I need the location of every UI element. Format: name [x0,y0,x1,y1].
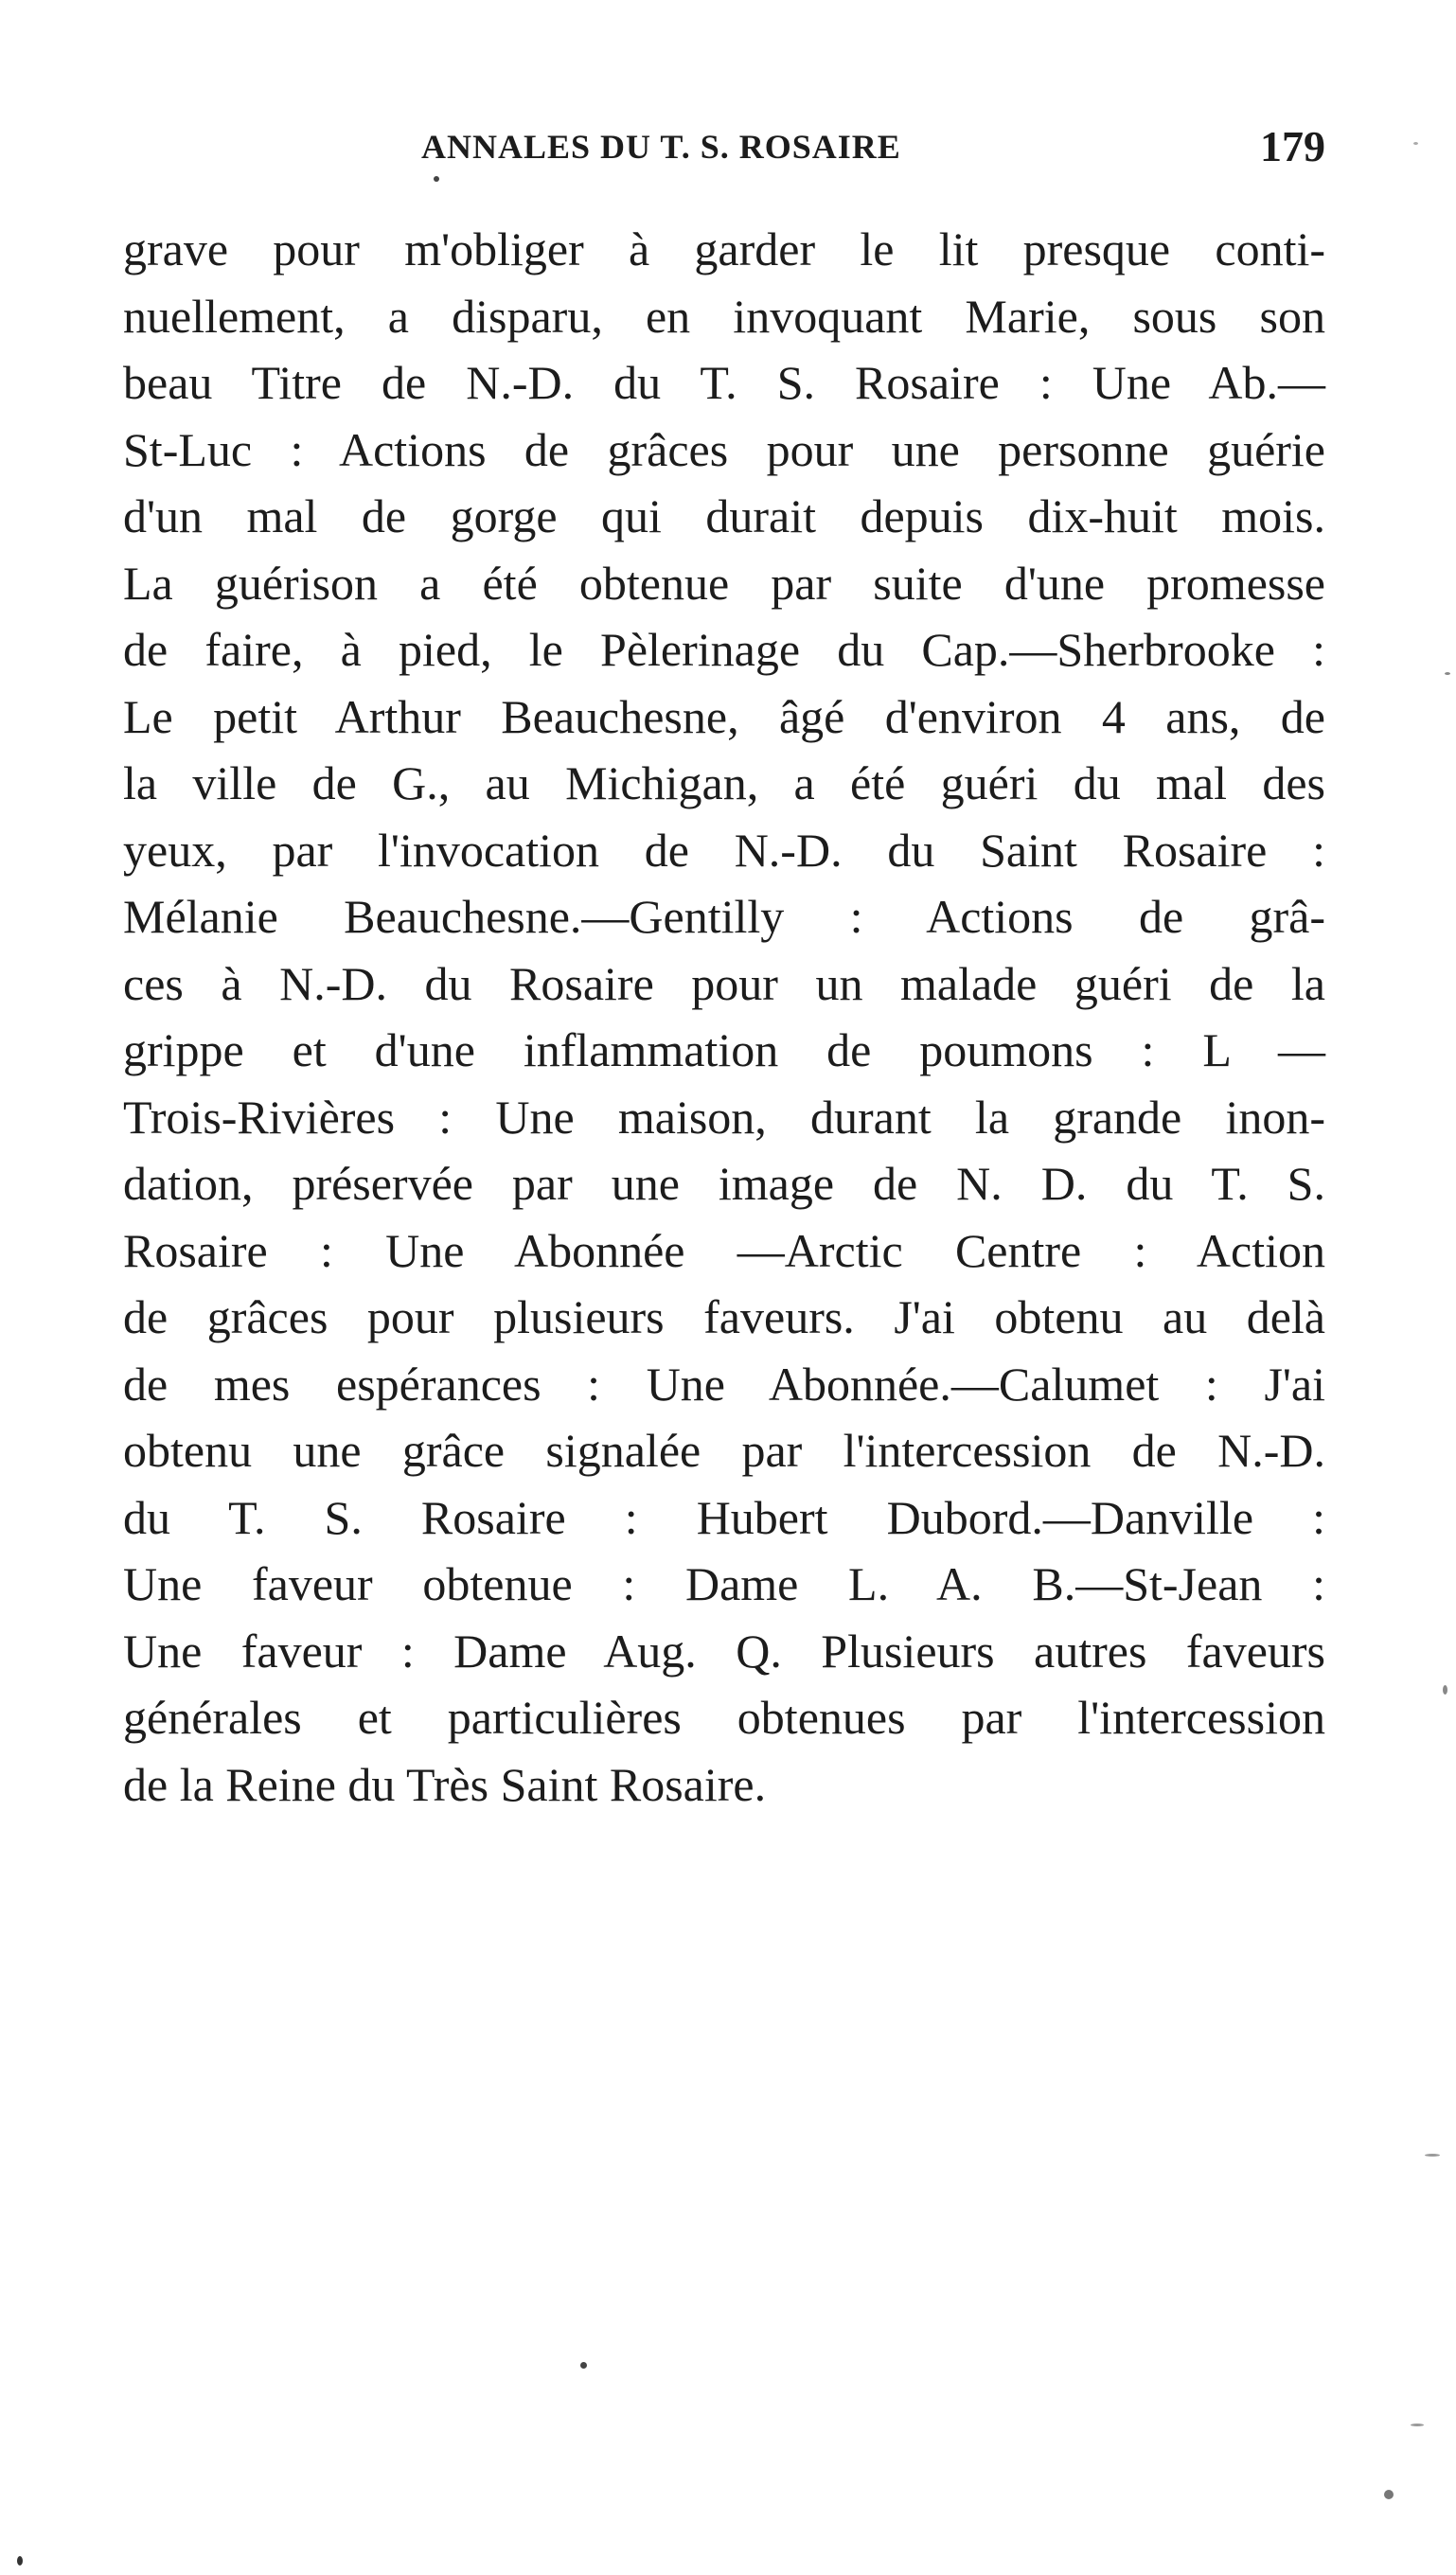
text-line: dation, préservée par une image de N. D. du T. S. [123,1157,1325,1210]
text-line: grave pour m'obliger à garder le lit presque conti- [123,222,1325,275]
text-line: ces à N.-D. du Rosaire pour un malade guéri de la [123,956,1325,1010]
scan-speck [1425,2154,1440,2157]
text-line: d'un mal de gorge qui durait depuis dix-huit mois. [123,489,1325,542]
text-line: Le petit Arthur Beauchesne, âgé d'environ 4 ans, de [123,689,1325,743]
running-head [123,121,1325,178]
scan-speck [1384,2490,1394,2499]
text-line: yeux, par l'invocation de N.-D. du Saint Rosaire : [123,823,1325,877]
text-line: La guérison a été obtenue par suite d'une promesse [123,556,1325,610]
text-line: du T. S. Rosaire : Hubert Dubord.—Danville : [123,1490,1325,1544]
text-line: Une faveur obtenue : Dame L. A. B.—St-Jean : [123,1557,1325,1610]
body-text [123,216,1325,1818]
text-line: Trois-Rivières : Une maison, durant la grande inon- [123,1090,1325,1144]
text-line: générales et particulières obtenues par l'intercession [123,1691,1325,1744]
text-line: Une faveur : Dame Aug. Q. Plusieurs autres faveurs [123,1624,1325,1678]
scan-speck [1411,2424,1424,2426]
text-line: Rosaire : Une Abonnée —Arctic Centre : Action [123,1223,1325,1277]
text-line: obtenu une grâce signalée par l'intercession de N.-D. [123,1424,1325,1477]
scan-speck [17,2556,23,2566]
scan-speck [580,2362,587,2369]
scan-speck [1443,1685,1447,1695]
text-line: de la Reine du Très Saint Rosaire. [123,1757,767,1811]
text-line: Mélanie Beauchesne.—Gentilly : Actions de grâ- [123,890,1325,943]
scan-speck [1445,672,1450,675]
scan-speck [1413,142,1418,145]
text-line: de faire, à pied, le Pèlerinage du Cap.—Sherbrooke : [123,623,1325,676]
text-line: la ville de G., au Michigan, a été guéri du mal des [123,756,1325,809]
page-number: 179 [1260,122,1325,170]
scan-speck [434,176,439,182]
text-line: de mes espérances : Une Abonnée.—Calumet : J'ai [123,1357,1325,1411]
text-line: St-Luc : Actions de grâces pour une personne guérie [123,422,1325,476]
text-line: grippe et d'une inflammation de poumons : L — [123,1023,1325,1076]
text-line: nuellement, a disparu, en invoquant Marie, sous son [123,289,1325,343]
running-title: ANNALES DU T. S. ROSAIRE [421,128,901,166]
text-line: beau Titre de N.-D. du T. S. Rosaire : Une Ab.— [123,356,1325,409]
text-line: de grâces pour plusieurs faveurs. J'ai obtenu au delà [123,1290,1325,1343]
